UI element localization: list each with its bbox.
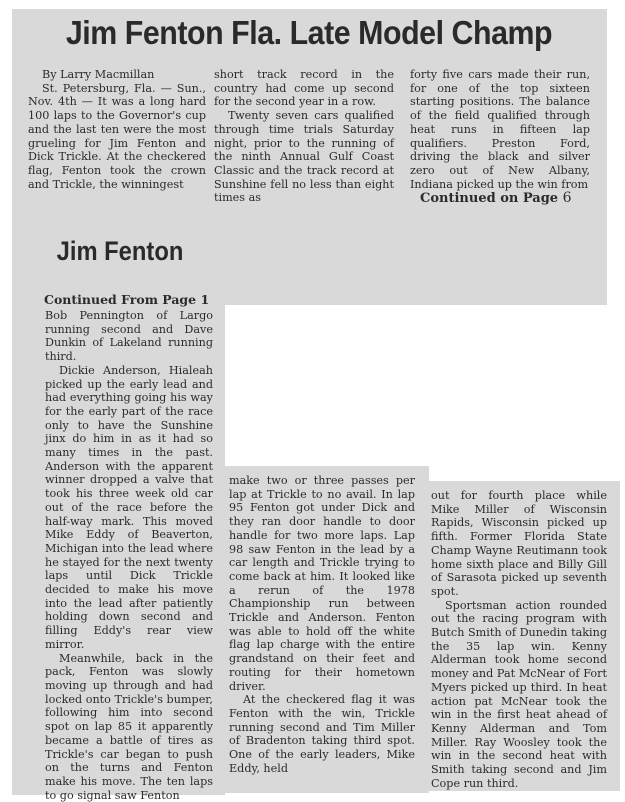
right-col-p1: out for fourth place while Mike Miller of Wisconsin Rapids, Wisconsin picked up fifth. Former Florida State Champ Wayne Reutimann took home sixth place and Billy Gill of Sarasota picked up seventh spot. [431, 489, 607, 598]
continuation-middle-column [229, 474, 415, 775]
mid-col-p2: At the checkered flag it was Fenton with the win, Trickle running second and Tim Miller of Bradenton taking third spot. One of the early leaders, Mike Eddy, held [229, 693, 415, 775]
left-col-p1: Bob Pennington of Largo running second and Dave Dunkin of Lakeland running third. [45, 309, 213, 364]
continuation-right-column [431, 489, 607, 790]
article-column-2-text: short track record in the country had come up second for the second year in a row. [214, 68, 394, 109]
subhead: Jim Fenton [56, 236, 184, 266]
byline: By Larry Macmillan [42, 68, 155, 81]
continued-on-label: Continued on Page [420, 191, 559, 206]
right-col-p2: Sportsman action rounded out the racing program with Butch Smith of Dunedin taking the 35 lap win. Kenny Alderman took home second money and Pat McNear of Fort Myers picked up third. In heat action pat McNear took the win in the first heat ahead of Kenny Alderman and Tom Miller. Ray Woosley took the win in the second heat with Smith taking second and Jim Cope run third. [431, 598, 607, 790]
article-column-1 [28, 68, 206, 191]
article-column-3-text: forty five cars made their run, for one of the top sixteen starting positions. The balance of the field qualified through heat runs in fifteen lap qualifiers. Preston Ford, driving the black and silver zero out of New Albany, Indiana picked up the win from [410, 68, 590, 191]
headline: Jim Fenton Fla. Late Model Champ [65, 14, 553, 51]
continued-on-line [420, 190, 572, 206]
mid-col-p1: make two or three passes per lap at Trickle to no avail. In lap 95 Fenton got under Dick and they ran door handle to door handle for two more laps. Lap 98 saw Fenton in the lead by a car length and Trickle trying to come back at him. It looked like a rerun of the 1978 Championship run between Trickle and Anderson. Fenton was able to hold off the white flag lap charge with the entire grandstand on their feet and routing for their hometown driver. [229, 474, 415, 693]
continued-on-page-number: 6 [562, 190, 572, 206]
article-column-3 [410, 68, 590, 191]
left-col-p3: Meanwhile, back in the pack, Fenton was slowly moving up through and had locked onto Trickle's bumper, following him into second spot on lap 85 it apparently became a battle of tires as Trickle's car began to push on the turns and Fenton make his move. The ten laps to go signal saw Fenton [45, 651, 213, 802]
article-column-2-text-p2: Twenty seven cars qualified through time trials Saturday night, prior to the running of the ninth Annual Gulf Coast Classic and the track record at Sunshine fell no less than eight times as [214, 109, 394, 205]
article-column-1-text: St. Petersburg, Fla. — Sun., Nov. 4th — It was a long hard 100 laps to the Governor's cup and the last ten were the most grueling for Jim Fenton and Dick Trickle. At the checkered flag, Fenton took the crown and Trickle, the winningest [28, 81, 206, 191]
article-column-2 [214, 68, 394, 205]
continuation-left-column [45, 309, 213, 802]
left-col-p2: Dickie Anderson, Hialeah picked up the early lead and had everything going his way for the early part of the race only to have the Sunshine jinx do him in as it had so many times in the past. Anderson with the apparent winner dropped a valve that took his three week old car out of the race before the half-way mark. This moved Mike Eddy of Beaverton, Michigan into the lead where he stayed for the next twenty laps until Dick Trickle decided to make his move into the lead after patiently holding down second and filling Eddy's rear view mirror. [45, 363, 213, 651]
continued-from-line: Continued From Page 1 [44, 292, 210, 307]
